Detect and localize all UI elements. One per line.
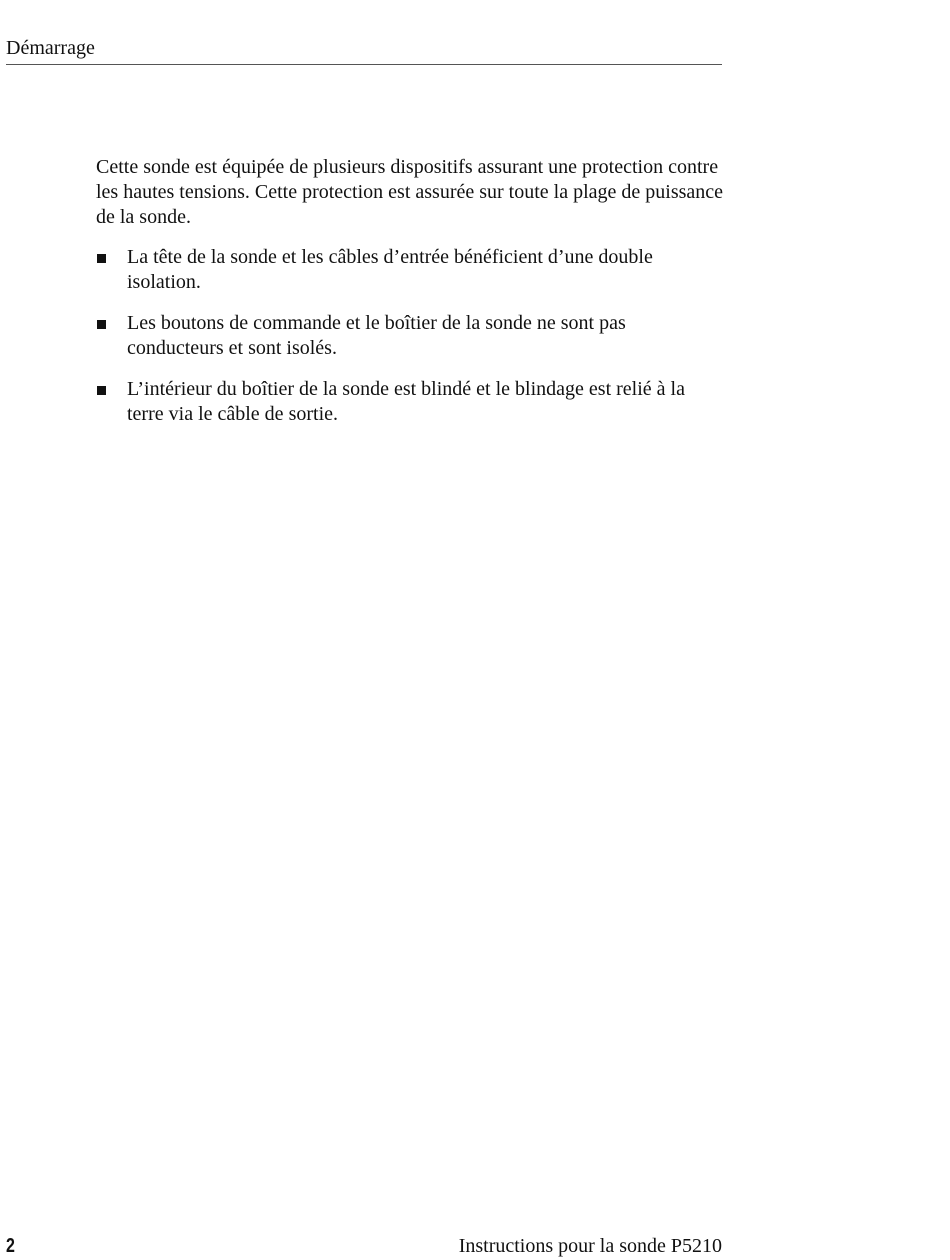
list-item <box>96 245 724 295</box>
running-header: Démarrage <box>6 37 95 59</box>
list-item <box>96 377 724 427</box>
list-item <box>96 311 724 361</box>
square-bullet-icon <box>97 254 106 263</box>
header-rule <box>6 64 722 65</box>
list-item-text: Les boutons de commande et le boîtier de la sonde ne sont pas conducteurs et sont isolés. <box>127 312 626 359</box>
list-item-text: La tête de la sonde et les câbles d’entrée bénéficient d’une double isolation. <box>127 246 653 293</box>
page-number: 2 <box>6 1235 15 1257</box>
intro-paragraph: Cette sonde est équipée de plusieurs dispositifs assurant une protection contre les hautes tensions. Cette protection est assurée sur toute la plage de puissance de la sonde. <box>96 156 724 228</box>
square-bullet-icon <box>97 386 106 395</box>
footer-document-title: Instructions pour la sonde P5210 <box>458 1235 722 1257</box>
page-content <box>96 155 724 443</box>
list-item-text: L’intérieur du boîtier de la sonde est blindé et le blindage est relié à la terre via le câble de sortie. <box>127 378 685 425</box>
square-bullet-icon <box>97 320 106 329</box>
protection-list <box>96 245 724 427</box>
